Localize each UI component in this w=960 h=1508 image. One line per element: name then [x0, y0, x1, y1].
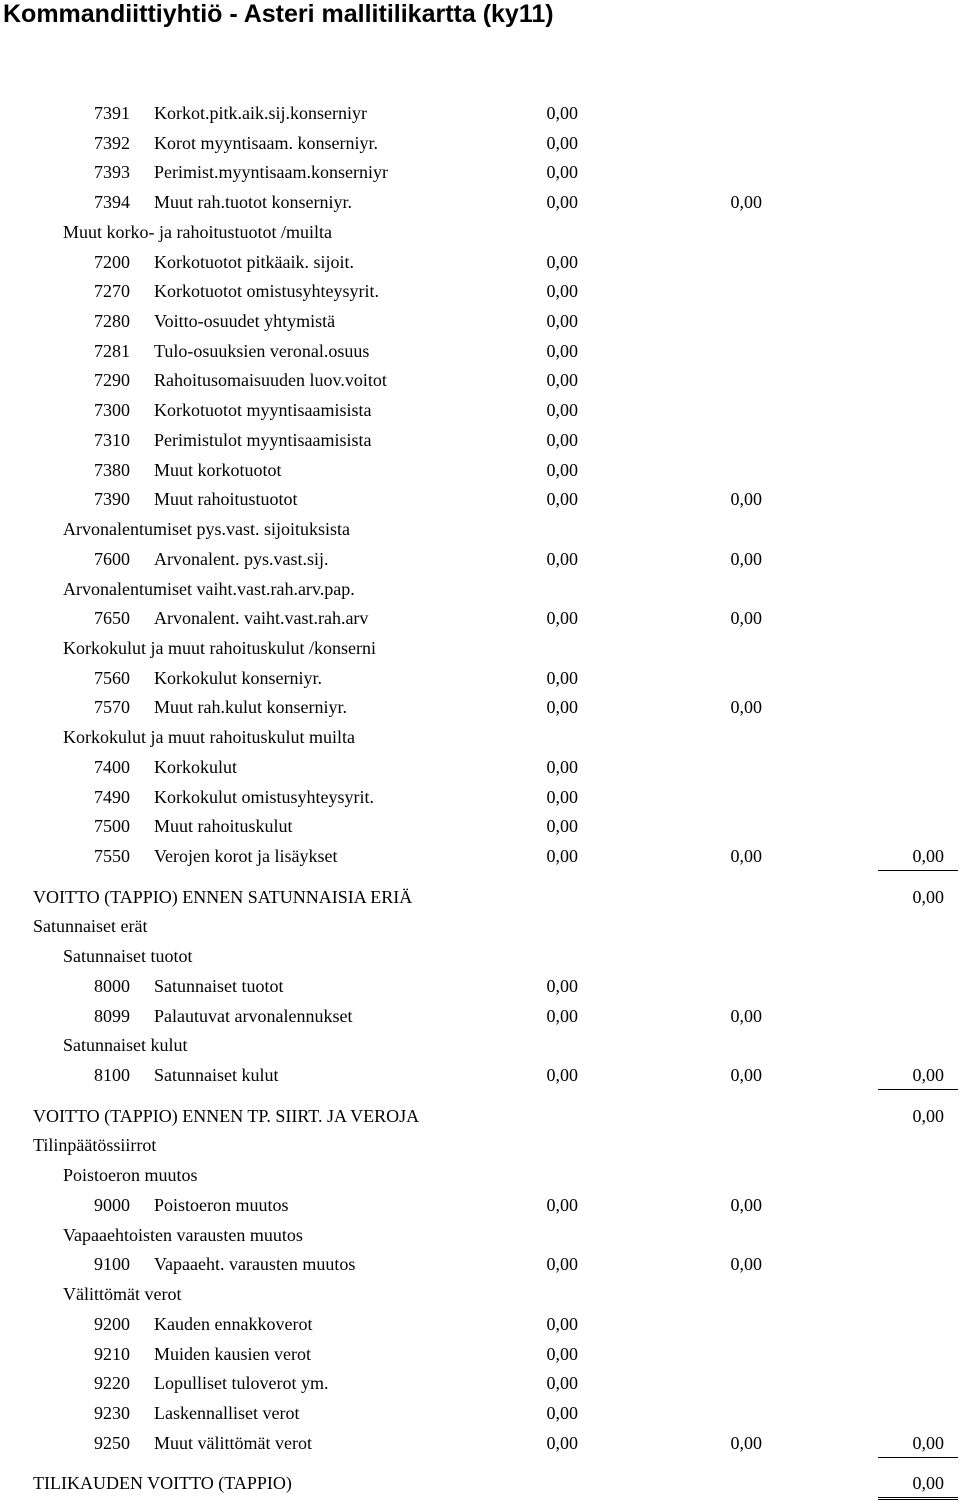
account-row: [0, 782, 960, 812]
account-number: 7280: [94, 311, 130, 331]
account-name: Korkotuotot pitkäaik. sijoit.: [154, 252, 354, 272]
account-row: [0, 425, 960, 455]
account-row: [0, 1398, 960, 1428]
account-number: 7550: [94, 846, 130, 866]
account-name: Korkokulut: [154, 757, 237, 777]
account-row: [0, 752, 960, 782]
group-heading: Satunnaiset tuotot: [63, 946, 193, 966]
account-row: [0, 603, 960, 633]
group-heading-row: [0, 1160, 960, 1190]
account-name: Verojen korot ja lisäykset: [154, 846, 338, 866]
account-name: Arvonalent. vaiht.vast.rah.arv: [154, 608, 369, 628]
amount-column-1: 0,00: [546, 311, 578, 331]
account-row: [0, 484, 960, 514]
account-row: [0, 663, 960, 693]
account-name: Muut korkotuotot: [154, 460, 282, 480]
amount-column-1: 0,00: [546, 1254, 578, 1274]
account-row: [0, 306, 960, 336]
account-number: 8100: [94, 1065, 130, 1085]
amount-column-3: 0,00: [912, 1106, 944, 1126]
amount-column-2: 0,00: [730, 549, 762, 569]
account-number: 9200: [94, 1314, 130, 1334]
account-row: [0, 1309, 960, 1339]
account-name: Korkotuotot omistusyhteysyrit.: [154, 281, 379, 301]
amount-column-1: 0,00: [546, 697, 578, 717]
account-row: [0, 971, 960, 1001]
amount-column-1: 0,00: [546, 757, 578, 777]
group-heading-row: [0, 514, 960, 544]
amount-column-2: 0,00: [730, 1065, 762, 1085]
group-heading-row: [0, 722, 960, 752]
amount-column-3: 0,00: [912, 1473, 944, 1493]
group-heading: Poistoeron muutos: [63, 1165, 198, 1185]
amount-column-1: 0,00: [546, 787, 578, 807]
amount-column-1: 0,00: [546, 608, 578, 628]
section-heading: VOITTO (TAPPIO) ENNEN SATUNNAISIA ERIÄ: [33, 887, 413, 907]
section-heading-row: [0, 882, 960, 912]
account-number: 9230: [94, 1403, 130, 1423]
report-title: Kommandiittiyhtiö - Asteri mallitilikartta (ky11): [3, 0, 554, 28]
account-number: 7290: [94, 370, 130, 390]
account-name: Muiden kausien verot: [154, 1344, 311, 1364]
amount-column-1: 0,00: [546, 460, 578, 480]
amount-column-1: 0,00: [546, 192, 578, 212]
account-row: [0, 157, 960, 187]
amount-column-1: 0,00: [546, 846, 578, 866]
account-name: Muut rahoitustuotot: [154, 489, 298, 509]
account-row: [0, 1428, 960, 1458]
amount-column-2: 0,00: [730, 608, 762, 628]
account-name: Korkokulut konserniyr.: [154, 668, 322, 688]
account-row: [0, 98, 960, 128]
account-number: 7393: [94, 162, 130, 182]
section-heading: Tilinpäätössiirrot: [33, 1135, 157, 1155]
group-heading: Arvonalentumiset vaiht.vast.rah.arv.pap.: [63, 579, 355, 599]
account-number: 9210: [94, 1344, 130, 1364]
account-name: Perimistulot myyntisaamisista: [154, 430, 372, 450]
group-heading: Korkokulut ja muut rahoituskulut /konserni: [63, 638, 376, 658]
amount-column-1: 0,00: [546, 489, 578, 509]
group-heading-row: [0, 217, 960, 247]
account-row: [0, 336, 960, 366]
account-number: 9220: [94, 1373, 130, 1393]
account-name: Kauden ennakkoverot: [154, 1314, 313, 1334]
group-heading-row: [0, 1279, 960, 1309]
account-name: Lopulliset tuloverot ym.: [154, 1373, 329, 1393]
group-heading: Vapaaehtoisten varausten muutos: [63, 1225, 303, 1245]
amount-column-1: 0,00: [546, 668, 578, 688]
account-number: 7390: [94, 489, 130, 509]
amount-column-1: 0,00: [546, 1195, 578, 1215]
amount-column-3: 0,00: [912, 1065, 944, 1085]
group-heading: Satunnaiset kulut: [63, 1035, 188, 1055]
section-heading-row: [0, 1130, 960, 1160]
account-number: 9000: [94, 1195, 130, 1215]
account-number: 7300: [94, 400, 130, 420]
amount-column-1: 0,00: [546, 430, 578, 450]
amount-column-1: 0,00: [546, 549, 578, 569]
account-name: Voitto-osuudet yhtymistä: [154, 311, 336, 331]
amount-column-3: 0,00: [912, 846, 944, 866]
amount-column-1: 0,00: [546, 400, 578, 420]
amount-column-1: 0,00: [546, 162, 578, 182]
account-row: [0, 276, 960, 306]
amount-column-2: 0,00: [730, 192, 762, 212]
amount-column-2: 0,00: [730, 697, 762, 717]
amount-column-1: 0,00: [546, 1403, 578, 1423]
amount-column-1: 0,00: [546, 1314, 578, 1334]
group-heading-row: [0, 941, 960, 971]
amount-column-1: 0,00: [546, 281, 578, 301]
account-number: 7400: [94, 757, 130, 777]
section-heading: VOITTO (TAPPIO) ENNEN TP. SIIRT. JA VEROJA: [33, 1106, 420, 1126]
total-underline: [878, 1089, 958, 1090]
amount-column-1: 0,00: [546, 252, 578, 272]
group-heading: Muut korko- ja rahoitustuotot /muilta: [63, 222, 332, 242]
account-row: [0, 1001, 960, 1031]
account-number: 7500: [94, 816, 130, 836]
account-name: Palautuvat arvonalennukset: [154, 1006, 353, 1026]
account-name: Korot myyntisaam. konserniyr.: [154, 133, 378, 153]
account-name: Korkot.pitk.aik.sij.konserniyr: [154, 103, 367, 123]
account-name: Arvonalent. pys.vast.sij.: [154, 549, 329, 569]
amount-column-2: 0,00: [730, 1195, 762, 1215]
amount-column-3: 0,00: [912, 1433, 944, 1453]
amount-column-1: 0,00: [546, 1006, 578, 1026]
amount-column-1: 0,00: [546, 1433, 578, 1453]
amount-column-2: 0,00: [730, 1433, 762, 1453]
account-name: Satunnaiset tuotot: [154, 976, 284, 996]
group-heading-row: [0, 1030, 960, 1060]
amount-column-2: 0,00: [730, 1254, 762, 1274]
account-number: 7394: [94, 192, 130, 212]
amount-column-2: 0,00: [730, 489, 762, 509]
section-heading-row: [0, 911, 960, 941]
account-number: 7650: [94, 608, 130, 628]
account-name: Laskennalliset verot: [154, 1403, 300, 1423]
account-name: Korkotuotot myyntisaamisista: [154, 400, 372, 420]
account-number: 7490: [94, 787, 130, 807]
account-row: [0, 1339, 960, 1369]
total-underline: [878, 1457, 958, 1458]
amount-column-3: 0,00: [912, 887, 944, 907]
amount-column-1: 0,00: [546, 1065, 578, 1085]
account-name: Satunnaiset kulut: [154, 1065, 279, 1085]
amount-column-1: 0,00: [546, 133, 578, 153]
account-row: [0, 811, 960, 841]
account-number: 7600: [94, 549, 130, 569]
account-number: 9100: [94, 1254, 130, 1274]
account-number: 7380: [94, 460, 130, 480]
account-number: 7310: [94, 430, 130, 450]
amount-column-1: 0,00: [546, 1344, 578, 1364]
amount-column-1: 0,00: [546, 816, 578, 836]
account-row: [0, 395, 960, 425]
group-heading-row: [0, 633, 960, 663]
account-name: Rahoitusomaisuuden luov.voitot: [154, 370, 387, 390]
group-heading: Välittömät verot: [63, 1284, 182, 1304]
account-name: Vapaaeht. varausten muutos: [154, 1254, 356, 1274]
account-number: 7391: [94, 103, 130, 123]
account-row: [0, 1368, 960, 1398]
account-number: 7570: [94, 697, 130, 717]
account-number: 7200: [94, 252, 130, 272]
account-name: Muut rahoituskulut: [154, 816, 293, 836]
section-heading: Satunnaiset erät: [33, 916, 148, 936]
account-number: 8099: [94, 1006, 130, 1026]
amount-column-2: 0,00: [730, 846, 762, 866]
account-row: [0, 1249, 960, 1279]
account-number: 9250: [94, 1433, 130, 1453]
amount-column-1: 0,00: [546, 976, 578, 996]
account-number: 7281: [94, 341, 130, 361]
group-heading: Arvonalentumiset pys.vast. sijoituksista: [63, 519, 350, 539]
account-row: [0, 841, 960, 871]
amount-column-1: 0,00: [546, 103, 578, 123]
account-name: Korkokulut omistusyhteysyrit.: [154, 787, 374, 807]
group-heading: Korkokulut ja muut rahoituskulut muilta: [63, 727, 355, 747]
account-row: [0, 1060, 960, 1090]
amount-column-1: 0,00: [546, 1373, 578, 1393]
account-number: 8000: [94, 976, 130, 996]
account-row: [0, 247, 960, 277]
section-heading-row: [0, 1101, 960, 1131]
account-row: [0, 1190, 960, 1220]
group-heading-row: [0, 1220, 960, 1250]
section-heading-row: [0, 1468, 960, 1498]
amount-column-1: 0,00: [546, 341, 578, 361]
total-underline: [878, 870, 958, 871]
amount-column-1: 0,00: [546, 370, 578, 390]
double-underline: [878, 1497, 958, 1500]
account-name: Muut rah.tuotot konserniyr.: [154, 192, 352, 212]
account-row: [0, 455, 960, 485]
amount-column-2: 0,00: [730, 1006, 762, 1026]
account-number: 7392: [94, 133, 130, 153]
account-row: [0, 692, 960, 722]
account-number: 7270: [94, 281, 130, 301]
account-row: [0, 128, 960, 158]
account-row: [0, 187, 960, 217]
account-name: Perimist.myyntisaam.konserniyr: [154, 162, 388, 182]
group-heading-row: [0, 574, 960, 604]
account-name: Muut rah.kulut konserniyr.: [154, 697, 347, 717]
account-row: [0, 365, 960, 395]
account-number: 7560: [94, 668, 130, 688]
section-heading: TILIKAUDEN VOITTO (TAPPIO): [33, 1473, 292, 1493]
account-name: Poistoeron muutos: [154, 1195, 289, 1215]
account-row: [0, 544, 960, 574]
account-name: Tulo-osuuksien veronal.osuus: [154, 341, 370, 361]
account-name: Muut välittömät verot: [154, 1433, 312, 1453]
